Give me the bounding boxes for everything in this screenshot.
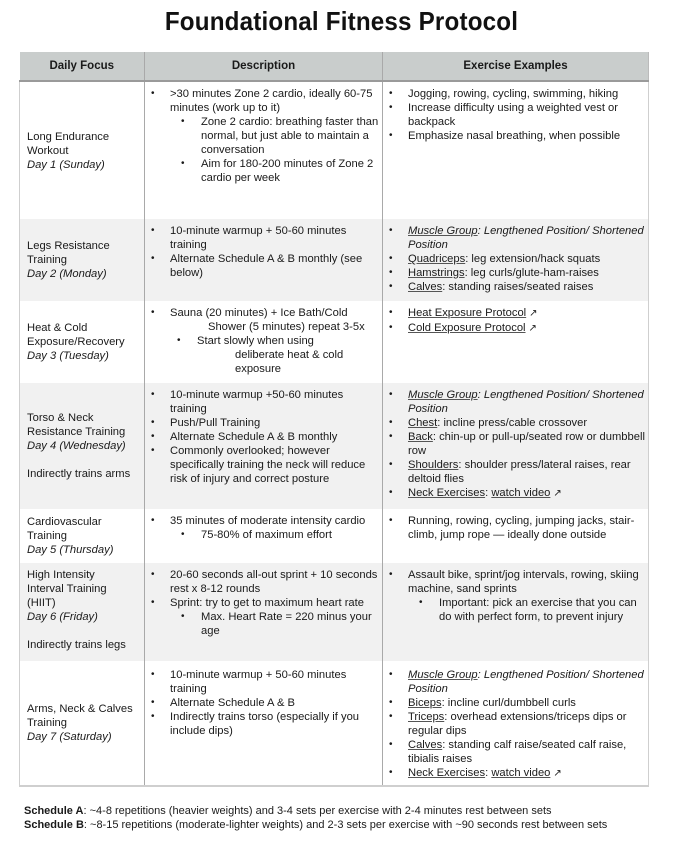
description-cell <box>145 301 383 383</box>
focus-title: Legs Resistance <box>27 240 110 252</box>
list-item <box>173 334 382 376</box>
muscle-group-text: : Lengthened Position/ Shortened Position <box>408 389 644 415</box>
list-item: • Alternate Schedule A & B monthly (see below) <box>145 252 382 280</box>
focus-cell <box>20 661 145 786</box>
focus-title: Training <box>27 717 68 729</box>
cold-exposure-protocol-link[interactable]: Cold Exposure Protocol <box>408 322 526 334</box>
table-row-day-4 <box>20 383 649 509</box>
table-row-day-6 <box>20 563 649 661</box>
list-item: • Running, rowing, cycling, jumping jacks, stair-climb, jump rope — ideally done outside <box>383 514 648 542</box>
muscle-text: : shoulder press/lateral raises, rear deltoid flies <box>408 459 631 485</box>
muscle-label: Triceps <box>408 711 445 723</box>
watch-video-link[interactable]: watch video <box>491 487 551 499</box>
heat-exposure-protocol-link[interactable]: Heat Exposure Protocol <box>408 307 527 319</box>
list-item-line: Start slowly when using <box>197 335 314 347</box>
list-item: • Aim for 180-200 minutes of Zone 2 cardio per week <box>177 157 382 185</box>
focus-title: Arms, Neck & Calves <box>27 703 133 715</box>
list-item: • 10-minute warmup + 50-60 minutes training <box>145 668 382 696</box>
muscle-label: Chest <box>408 417 438 429</box>
focus-title: Torso & Neck <box>27 412 94 424</box>
focus-cell <box>20 509 145 563</box>
focus-title: Training <box>27 254 68 266</box>
list-item: • Zone 2 cardio: breathing faster than normal, but just able to maintain a conversation <box>177 115 382 157</box>
focus-cell <box>20 81 145 219</box>
list-item <box>383 458 648 486</box>
list-item <box>145 306 382 334</box>
examples-cell <box>383 219 649 301</box>
schedule-b-text: : ~8-15 repetitions (moderate-lighter weights) and 2-3 sets per exercise with ~90 seconds rest between sets <box>83 819 608 831</box>
list-item-line: exposure <box>235 363 282 375</box>
list-item <box>383 486 648 501</box>
schedule-a-label: Schedule A <box>24 805 84 817</box>
list-item <box>383 252 648 266</box>
muscle-text: : incline curl/dumbbell curls <box>441 697 576 709</box>
description-cell <box>145 383 383 509</box>
list-item <box>383 668 648 696</box>
focus-title: Heat & Cold <box>27 322 88 334</box>
muscle-text: : overhead extensions/triceps dips or regular dips <box>408 711 627 737</box>
list-item <box>383 321 648 336</box>
external-link-icon[interactable]: ↗ <box>528 323 537 334</box>
list-item <box>383 766 648 781</box>
focus-title: Resistance Training <box>27 426 126 438</box>
list-item: • 75-80% of maximum effort <box>177 528 382 542</box>
description-cell <box>145 661 383 786</box>
table-row-day-1 <box>20 81 649 219</box>
list-item: • 10-minute warmup + 50-60 minutes training <box>145 224 382 252</box>
list-item: • Increase difficulty using a weighted vest or backpack <box>383 101 648 129</box>
list-item <box>383 696 648 710</box>
muscle-label: Calves <box>408 281 443 293</box>
list-item-line: Sauna (20 minutes) + Ice Bath/Cold <box>170 307 348 319</box>
focus-title: Interval Training <box>27 583 107 595</box>
muscle-label: Quadriceps <box>408 253 466 265</box>
examples-cell <box>383 661 649 786</box>
muscle-group-label: Muscle Group <box>408 669 478 681</box>
muscle-text: : standing raises/seated raises <box>442 281 594 293</box>
header-description: Description <box>145 52 383 81</box>
neck-exercises-label: Neck Exercises <box>408 767 486 779</box>
watch-video-link[interactable]: watch video <box>491 767 551 779</box>
list-item: • Assault bike, sprint/jog intervals, rowing, skiing machine, sand sprints <box>383 568 648 596</box>
muscle-label: Shoulders <box>408 459 459 471</box>
focus-day: Day 7 (Saturday) <box>27 731 112 743</box>
schedule-a-note <box>24 804 644 818</box>
table-row-day-7 <box>20 661 649 786</box>
schedule-a-text: : ~4-8 repetitions (heavier weights) and 3-4 sets per exercise with 2-4 minutes rest between sets <box>83 805 552 817</box>
schedule-b-label: Schedule B <box>24 819 84 831</box>
list-item: • >30 minutes Zone 2 cardio, ideally 60-75 minutes (work up to it) <box>145 87 382 115</box>
muscle-label: Back <box>408 431 433 443</box>
focus-day: Day 3 (Tuesday) <box>27 350 109 362</box>
focus-title: (HIIT) <box>27 597 56 609</box>
list-item <box>383 306 648 321</box>
list-item: • Important: pick an exercise that you can do with perfect form, to prevent injury <box>415 596 648 624</box>
schedule-b-note <box>24 818 644 832</box>
focus-cell <box>20 219 145 301</box>
muscle-text: : standing calf raise/seated calf raise, tibialis raises <box>408 739 627 765</box>
list-item: • 20-60 seconds all-out sprint + 10 seconds rest x 8-12 rounds <box>145 568 382 596</box>
focus-cell <box>20 301 145 383</box>
header-daily-focus: Daily Focus <box>20 52 145 81</box>
examples-cell <box>383 301 649 383</box>
muscle-label: Biceps <box>408 697 442 709</box>
description-cell <box>145 219 383 301</box>
list-item-line: Shower (5 minutes) repeat 3-5x <box>208 321 365 333</box>
focus-title: Training <box>27 530 68 542</box>
list-item: • Emphasize nasal breathing, when possible <box>383 129 648 143</box>
list-item <box>383 266 648 280</box>
focus-title: Exposure/Recovery <box>27 336 125 348</box>
examples-cell <box>383 563 649 661</box>
page-title: Foundational Fitness Protocol <box>164 6 519 36</box>
list-item: • Max. Heart Rate = 220 minus your age <box>177 610 382 638</box>
list-item: • Alternate Schedule A & B monthly <box>145 430 382 444</box>
colon-separator: : <box>485 487 492 499</box>
focus-title: High Intensity <box>27 569 95 581</box>
focus-cell <box>20 383 145 509</box>
muscle-text: : incline press/cable crossover <box>437 417 588 429</box>
list-item <box>383 388 648 416</box>
table-row-day-2 <box>20 219 649 301</box>
focus-day: Day 4 (Wednesday) <box>27 440 126 452</box>
focus-day: Day 5 (Thursday) <box>27 544 114 556</box>
list-item <box>383 710 648 738</box>
list-item <box>383 416 648 430</box>
muscle-group-text: : Lengthened Position/ Shortened Position <box>408 225 644 251</box>
muscle-label: Hamstrings <box>408 267 465 279</box>
list-item-line: deliberate heat & cold <box>235 349 344 361</box>
schedule-notes <box>24 804 644 832</box>
list-item: • Jogging, rowing, cycling, swimming, hiking <box>383 87 648 101</box>
list-item: • Sprint: try to get to maximum heart rate <box>145 596 382 610</box>
list-item: • Indirectly trains torso (especially if you include dips) <box>145 710 382 738</box>
external-link-icon[interactable]: ↗ <box>553 768 562 779</box>
muscle-text: : leg extension/hack squats <box>465 253 601 265</box>
muscle-group-text: : Lengthened Position/ Shortened Position <box>408 669 644 695</box>
list-item <box>383 224 648 252</box>
muscle-group-label: Muscle Group <box>408 225 478 237</box>
list-item: • Push/Pull Training <box>145 416 382 430</box>
focus-day: Day 1 (Sunday) <box>27 158 105 171</box>
header-exercise-examples: Exercise Examples <box>383 52 649 81</box>
colon-separator: : <box>485 767 492 779</box>
examples-cell <box>383 509 649 563</box>
focus-day: Day 2 (Monday) <box>27 268 107 280</box>
focus-note: Indirectly trains legs <box>27 639 126 651</box>
protocol-table <box>19 52 649 787</box>
muscle-group-label: Muscle Group <box>408 389 478 401</box>
list-item: • 10-minute warmup +50-60 minutes training <box>145 388 382 416</box>
list-item <box>383 738 648 766</box>
focus-title: Workout <box>27 144 69 157</box>
list-item <box>383 280 648 294</box>
description-cell <box>145 563 383 661</box>
external-link-icon[interactable]: ↗ <box>529 308 538 319</box>
table-row-day-3 <box>20 301 649 383</box>
focus-note: Indirectly trains arms <box>27 468 131 480</box>
muscle-text: : chin-up or pull-up/seated row or dumbbell row <box>408 431 645 457</box>
muscle-text: : leg curls/glute-ham-raises <box>464 267 599 279</box>
list-item: • Alternate Schedule A & B <box>145 696 382 710</box>
table-row-day-5 <box>20 509 649 563</box>
focus-cell <box>20 563 145 661</box>
description-cell <box>145 81 383 219</box>
examples-cell <box>383 81 649 219</box>
table-header-row <box>20 52 649 81</box>
external-link-icon[interactable]: ↗ <box>553 488 562 499</box>
focus-title: Cardiovascular <box>27 516 102 528</box>
list-item: • 35 minutes of moderate intensity cardio <box>145 514 382 528</box>
neck-exercises-label: Neck Exercises <box>408 487 486 499</box>
examples-cell <box>383 383 649 509</box>
list-item <box>383 430 648 458</box>
list-item: • Commonly overlooked; however specifically training the neck will reduce risk of injury and correct posture <box>145 444 382 486</box>
focus-day: Day 6 (Friday) <box>27 611 98 623</box>
focus-title: Long Endurance <box>27 130 110 143</box>
description-cell <box>145 509 383 563</box>
muscle-label: Calves <box>408 739 443 751</box>
